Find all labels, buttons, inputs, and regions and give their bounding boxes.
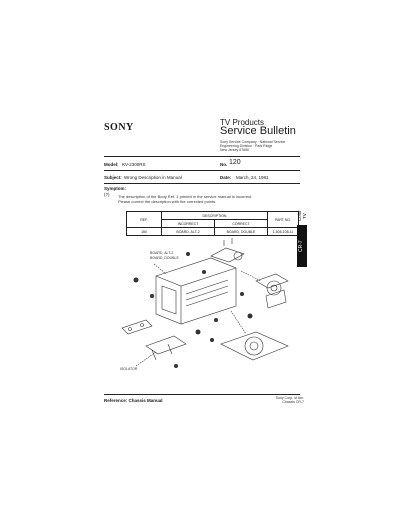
body-text [118,194,318,204]
table-row [127,228,299,236]
symptom-extra: (?) [104,192,110,197]
subject-label: Subject: [104,175,122,180]
sony-logo: SONY [104,122,134,133]
diagram-label: BOARD, DOUBLE [150,256,179,260]
header-note [220,140,330,152]
model-value: KV-2300RS [122,162,146,167]
header-note-line: Sony Service Company · National Service [220,140,286,144]
divider [104,170,300,171]
correct-header: CORRECT [215,220,268,228]
diagram-label: ISOLATOR [120,367,138,371]
diagram-label: BOARD, ALT-2 [150,251,174,255]
header-subtitle: TV Products [220,118,265,127]
row-part: 1-605-108-11 [268,228,299,236]
sidebar-label: Color TV [297,210,307,222]
row-correct: BOARD, DOUBLE [215,228,268,236]
model-label: Model: [104,162,119,167]
header-title: Service Bulletin [220,125,296,137]
reference-label: Reference: Chassis Manual [104,398,163,403]
chassis-tab [297,225,307,267]
date-value: March, 24, 1981 [236,175,269,180]
footer-line: Chassis CR-7 [282,400,304,404]
footer-line: Sony Corp. of Am. [275,396,304,400]
number-label: No. [220,162,228,167]
header-note-line: Engineering Division · Park Ridge [220,144,273,148]
row-incorrect: BOARD, ALT-2 [162,228,215,236]
description-header: DESCRIPTION [162,212,268,220]
chassis-body [156,258,236,324]
chassis-tab-text: CR-7 [298,240,304,252]
body-line: Please correct the description with the corrected points. [118,199,217,204]
divider [104,183,300,184]
symptom-label: Symptom: [104,186,127,191]
subject-value: Wrong Description in Manual [124,175,182,180]
exploded-diagram [116,236,296,386]
divider [104,394,300,395]
part-header: PART NO. [268,212,299,228]
parts-table [126,211,299,236]
footer-right [264,396,304,404]
ref-header: REF. [127,212,162,228]
header-note-line: New Jersey 07656 [220,148,249,152]
date-label: Date: [220,175,232,180]
incorrect-header: INCORRECT [162,220,215,228]
row-ref: 150 [127,228,162,236]
number-value: 120 [229,159,241,166]
body-line: The description of the Body Ref. 1 printed in the service manual is incorrect. [118,194,253,199]
divider [104,156,300,157]
